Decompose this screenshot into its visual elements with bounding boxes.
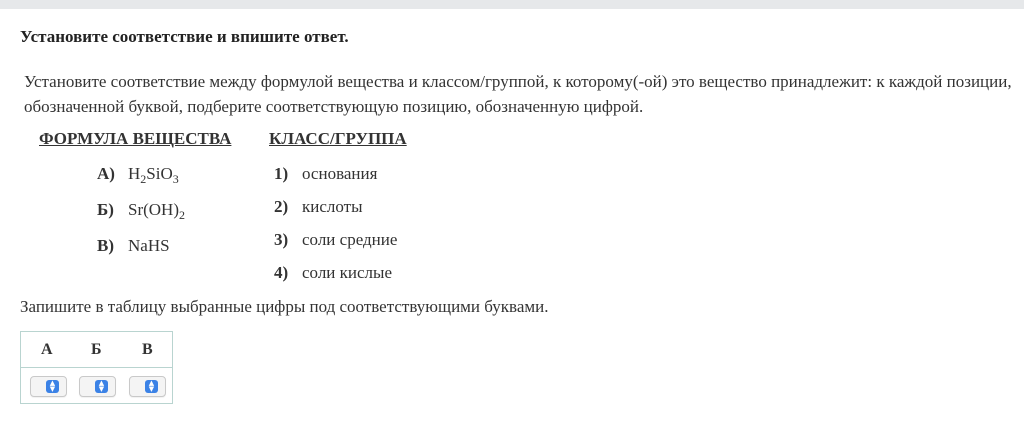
- class-item-3: соли средние: [302, 230, 398, 249]
- answer-column-a: А: [41, 341, 53, 358]
- formula-label-a: А): [97, 164, 115, 183]
- class-column-header: КЛАСС/ГРУППА: [269, 129, 407, 148]
- class-label-4: 4): [274, 263, 289, 282]
- formula-column-header: ФОРМУЛА ВЕЩЕСТВА: [39, 129, 232, 148]
- class-label-1: 1): [274, 164, 289, 183]
- formula-label-b: Б): [97, 200, 114, 219]
- formula-b: $Sr(OH)_2$: [128, 200, 185, 222]
- class-item-2: кислоты: [302, 197, 363, 216]
- answer-column-b: Б: [91, 341, 102, 358]
- formula-label-v: В): [97, 236, 114, 255]
- class-label-2: 2): [274, 197, 289, 216]
- answer-select-a[interactable]: [30, 376, 67, 397]
- answer-prompt: Запишите в таблицу выбранные цифры под соответствующими буквами.: [20, 297, 549, 316]
- formula-a: $H_2SiO_3$: [128, 164, 179, 186]
- chevron-updown-icon: ▲ ▼: [46, 380, 59, 393]
- answer-column-v: В: [142, 341, 153, 358]
- class-item-4: соли кислые: [302, 263, 393, 282]
- answer-select-b[interactable]: [79, 376, 116, 397]
- top-bar: [0, 0, 1024, 9]
- task-title: Установите соответствие и впишите ответ.: [20, 27, 349, 46]
- task-instruction: Установите соответствие между формулой вещества и классом/группой, к которому(-ой) это вещество принадлежит: к каждой позиции, обозначенной буквой, подберите соответствующую позицию, обозначенную цифрой.: [24, 72, 1012, 116]
- answer-table: [20, 331, 173, 404]
- chevron-updown-icon: ▲ ▼: [95, 380, 108, 393]
- class-item-1: основания: [302, 164, 378, 183]
- answer-select-v[interactable]: [129, 376, 166, 397]
- chevron-updown-icon: ▲ ▼: [145, 380, 158, 393]
- class-label-3: 3): [274, 230, 289, 249]
- answer-table-header: [21, 332, 172, 368]
- formula-v: NaHS: [128, 236, 170, 255]
